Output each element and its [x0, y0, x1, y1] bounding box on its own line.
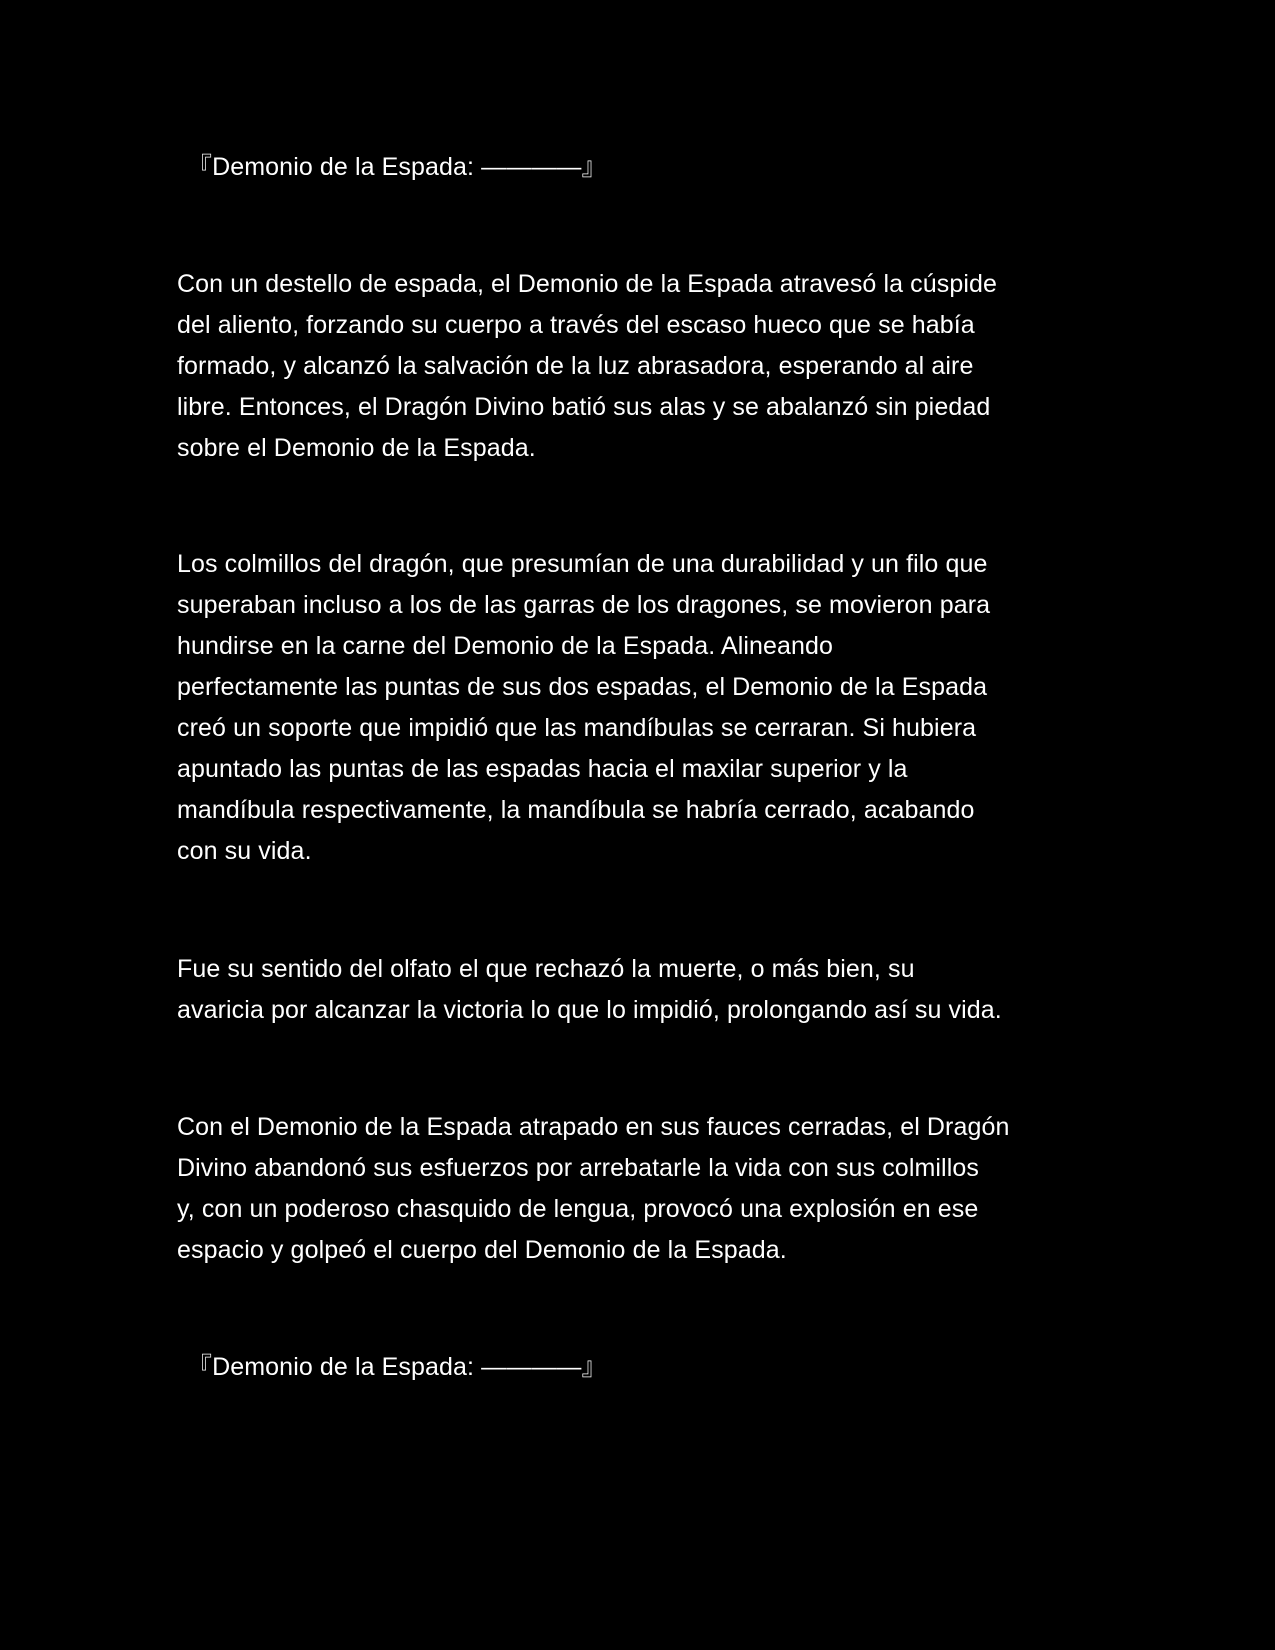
text-line: 『Demonio de la Espada: ————』 [187, 153, 607, 181]
text-line: libre. Entonces, el Dragón Divino batió sus alas y se abalanzó sin piedad [177, 393, 991, 421]
dialogue-line [177, 1347, 1117, 1388]
text-line: mandíbula respectivamente, la mandíbula se habría cerrado, acabando [177, 796, 975, 824]
text-line: y, con un poderoso chasquido de lengua, provocó una explosión en ese [177, 1195, 979, 1223]
text-line: apuntado las puntas de las espadas hacia el maxilar superior y la [177, 755, 908, 783]
text-line: formado, y alcanzó la salvación de la luz abrasadora, esperando al aire [177, 352, 974, 380]
text-line: con su vida. [177, 837, 312, 865]
text-line: sobre el Demonio de la Espada. [177, 434, 536, 462]
text-line: hundirse en la carne del Demonio de la Espada. Alineando [177, 632, 834, 660]
dialogue-line [177, 147, 1117, 188]
paragraph [177, 1107, 1107, 1271]
paragraph [177, 544, 1107, 872]
paragraph [177, 949, 1107, 1031]
text-line: Divino abandonó sus esfuerzos por arrebatarle la vida con sus colmillos [177, 1154, 979, 1182]
text-line: Los colmillos del dragón, que presumían de una durabilidad y un filo que [177, 550, 988, 578]
text-line: avaricia por alcanzar la victoria lo que lo impidió, prolongando así su vida. [177, 996, 1002, 1024]
text-line: 『Demonio de la Espada: ————』 [187, 1353, 607, 1381]
text-line: del aliento, forzando su cuerpo a través del escaso hueco que se había [177, 311, 975, 339]
text-line: superaban incluso a los de las garras de los dragones, se movieron para [177, 591, 991, 619]
text-line: Fue su sentido del olfato el que rechazó la muerte, o más bien, su [177, 955, 915, 983]
text-line: perfectamente las puntas de sus dos espadas, el Demonio de la Espada [177, 673, 988, 701]
text-line: espacio y golpeó el cuerpo del Demonio de la Espada. [177, 1236, 787, 1264]
text-line: Con el Demonio de la Espada atrapado en sus fauces cerradas, el Dragón [177, 1113, 1010, 1141]
text-line: Con un destello de espada, el Demonio de la Espada atravesó la cúspide [177, 270, 998, 298]
paragraph [177, 264, 1107, 469]
text-line: creó un soporte que impidió que las mandíbulas se cerraran. Si hubiera [177, 714, 977, 742]
